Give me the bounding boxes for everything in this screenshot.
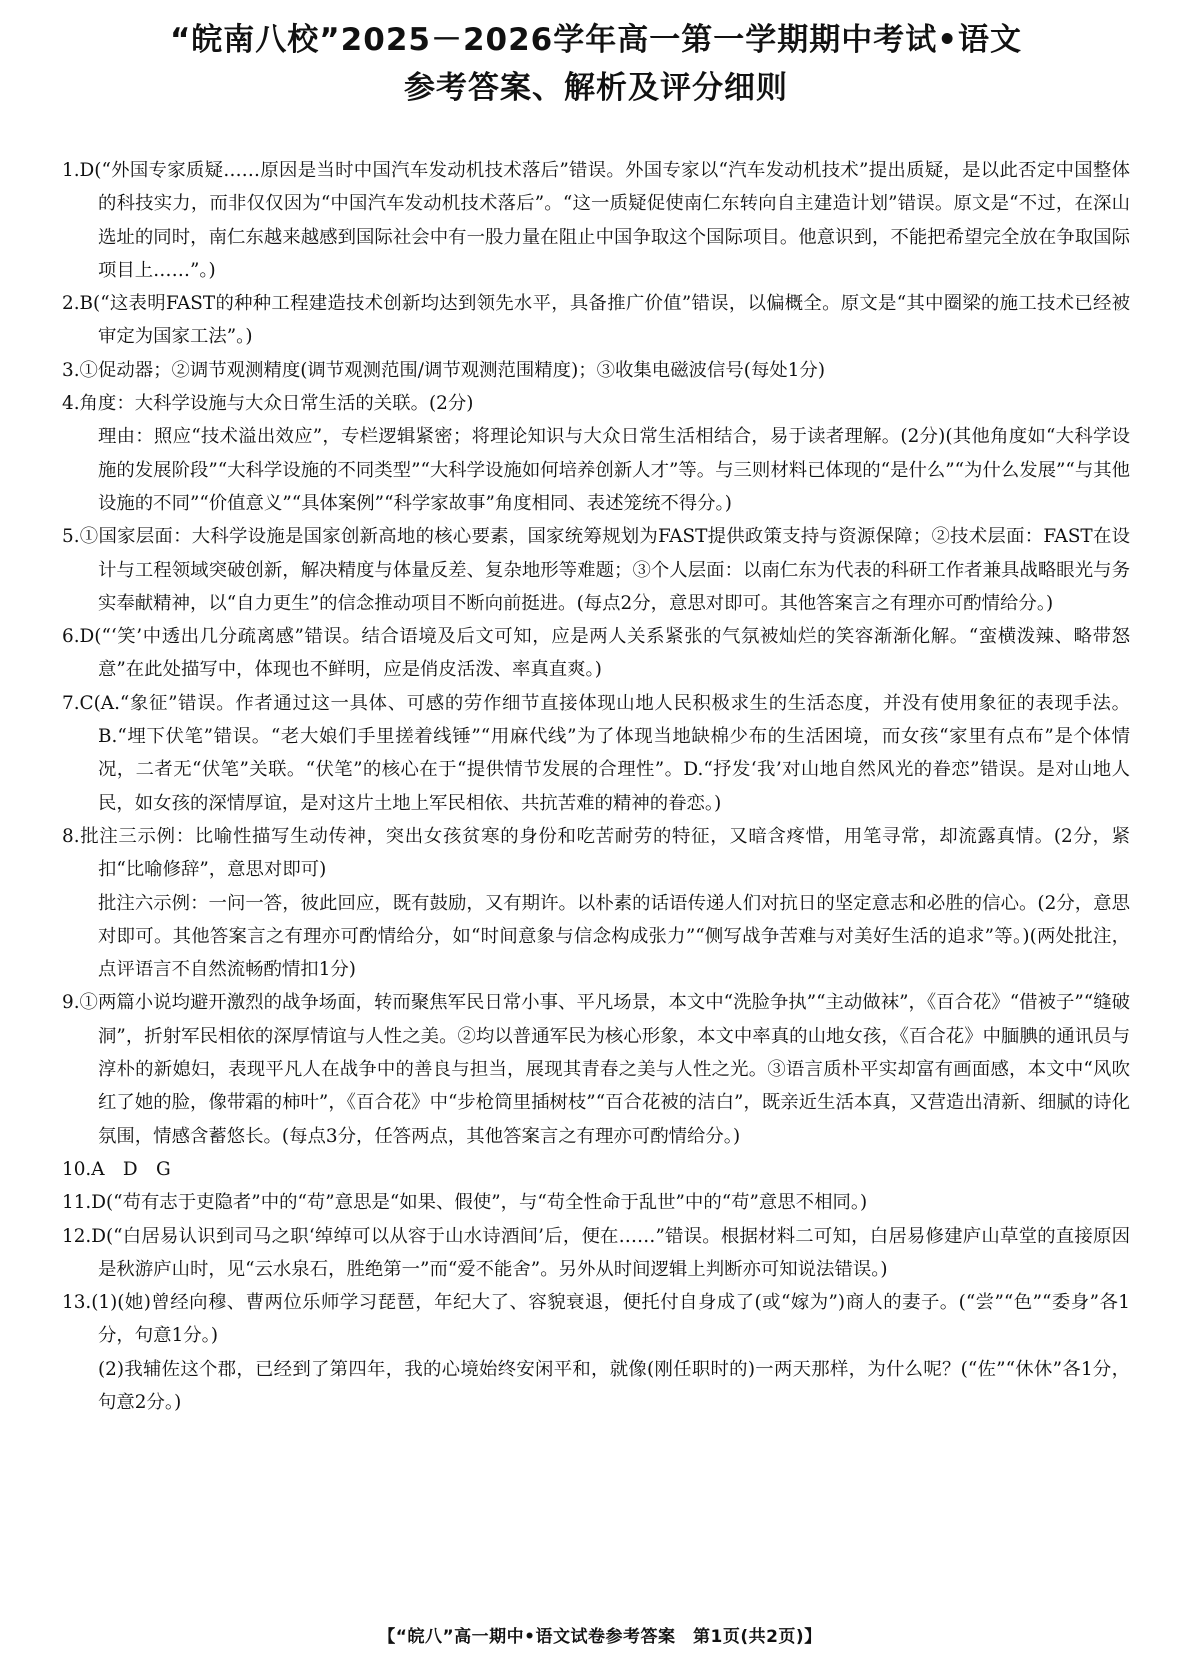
answer-3: 3.①促动器；②调节观测精度(调节观测范围/调节观测范围精度)；③收集电磁波信号(每处1分) (62, 359, 825, 381)
answer-8-note-3: 8.批注三示例：比喻性描写生动传神，突出女孩贫寒的身份和吃苦耐劳的特征，又暗含疼惜，用笔寻常，却流露真情。(2分，紧扣“比喻修辞”，意思对即可) (62, 825, 1130, 881)
page-footer: 【“皖八”高一期中•语文试卷参考答案 第1页(共2页)】 (378, 1627, 822, 1647)
answer-13-part-1: 13.(1)(她)曾经向穆、曹两位乐师学习琵琶，年纪大了、容貌衰退，便托付自身成了(或“嫁为”)商人的妻子。(“尝”“色”“委身”各1分，句意1分。) (62, 1292, 1130, 1347)
answer-13-part-2: (2)我辅佐这个郡，已经到了第四年，我的心境始终安闲平和，就像(刚任职时的)一两天那样，为什么呢？(“佐”“休休”各1分，句意2分。) (98, 1358, 1130, 1413)
answer-11: 11.D(“苟有志于吏隐者”中的“苟”意思是“如果、假使”，与“苟全性命于乱世”中的“苟”意思不相同。) (62, 1192, 868, 1214)
answer-6: 6.D(“‘笑’中透出几分疏离感”错误。结合语境及后文可知，应是两人关系紧张的气氛被灿烂的笑容渐渐化解。“蛮横泼辣、略带怒意”在此处描写中，体现也不鲜明，应是俏皮活泼、率真直爽。) (62, 626, 1130, 681)
answer-2: 2.B(“这表明FAST的种种工程建造技术创新均达到领先水平，具备推广价值”错误，以偏概全。原文是“其中圈梁的施工技术已经被审定为国家工法”。) (62, 293, 1130, 348)
answer-list (62, 154, 1130, 1419)
answer-4-angle: 4.角度：大科学设施与大众日常生活的关联。(2分) (62, 393, 474, 415)
answer-12: 12.D(“白居易认识到司马之职‘绰绰可以从容于山水诗酒间’后，便在……”错误。根据材料二可知，白居易修建庐山草堂的直接原因是秋游庐山时，见“云水泉石，胜绝第一”而“爱不能舍”。另外从时间逻辑上判断亦可知说法错误。) (62, 1225, 1130, 1280)
answer-8-note-6: 批注六示例：一问一答，彼此回应，既有鼓励，又有期许。以朴素的话语传递人们对抗日的坚定意志和必胜的信心。(2分，意思对即可。其他答案言之有理亦可酌情给分，如“时间意象与信念构成张力”“侧写战争苦难与对美好生活的追求”等。)(两处批注，点评语言不自然流畅酌情扣1分) (98, 892, 1130, 981)
page-title: “皖南八校”2025－2026学年高一第一学期期中考试•语文 (169, 22, 1023, 58)
page-subtitle: 参考答案、解析及评分细则 (404, 70, 788, 106)
answer-5: 5.①国家层面：大科学设施是国家创新高地的核心要素，国家统筹规划为FAST提供政策支持与资源保障；②技术层面：FAST在设计与工程领域突破创新，解决精度与体量反差、复杂地形等难题；③个人层面：以南仁东为代表的科研工作者兼具战略眼光与务实奉献精神，以“自力更生”的信念推动项目不断向前挺进。(每点2分，意思对即可。其他答案言之有理亦可酌情给分。) (62, 526, 1130, 614)
answer-10: 10.A D G (62, 1158, 171, 1180)
answer-1: 1.D(“外国专家质疑……原因是当时中国汽车发动机技术落后”错误。外国专家以“汽车发动机技术”提出质疑，是以此否定中国整体的科技实力，而非仅仅因为“中国汽车发动机技术落后”。“这一质疑促使南仁东转向自主建造计划”错误。原文是“不过，在深山选址的同时，南仁东越来越感到国际社会中有一股力量在阻止中国争取这个国际项目。他意识到，不能把希望完全放在争取国际项目上……”。) (62, 160, 1130, 281)
answer-9: 9.①两篇小说均避开激烈的战争场面，转而聚焦军民日常小事、平凡场景，本文中“洗脸争执”“主动做袜”，《百合花》“借被子”“缝破洞”，折射军民相依的深厚情谊与人性之美。②均以普通军民为核心形象，本文中率真的山地女孩，《百合花》中腼腆的通讯员与淳朴的新媳妇，表现平凡人在战争中的善良与担当，展现其青春之美与人性之光。③语言质朴平实却富有画面感，本文中“风吹红了她的脸，像带霜的柿叶”，《百合花》中“步枪筒里插树枝”“百合花被的洁白”，既亲近生活本真，又营造出清新、细腻的诗化氛围，情感含蓄悠长。(每点3分，任答两点，其他答案言之有理亦可酌情给分。) (62, 992, 1130, 1147)
answer-4-reason: 理由：照应“技术溢出效应”，专栏逻辑紧密；将理论知识与大众日常生活相结合，易于读者理解。(2分)(其他角度如“大科学设施的发展阶段”“大科学设施的不同类型”“大科学设施如何培养创新人才”等。与三则材料已体现的“是什么”“为什么发展”“与其他设施的不同”“价值意义”“具体案例”“科学家故事”角度相同、表述笼统不得分。) (98, 426, 1130, 514)
answer-7: 7.C(A.“象征”错误。作者通过这一具体、可感的劳作细节直接体现山地人民积极求生的生活态度，并没有使用象征的表现手法。B.“埋下伏笔”错误。“老大娘们手里搓着线锤”“用麻代线”为了体现当地缺棉少布的生活困境，而女孩“家里有点布”是个体情况，二者无“伏笔”关联。“伏笔”的核心在于“提供情节发展的合理性”。D.“抒发‘我’对山地自然风光的眷恋”错误。是对山地人民，如女孩的深情厚谊，是对这片土地上军民相依、共抗苦难的精神的眷恋。) (62, 692, 1130, 814)
